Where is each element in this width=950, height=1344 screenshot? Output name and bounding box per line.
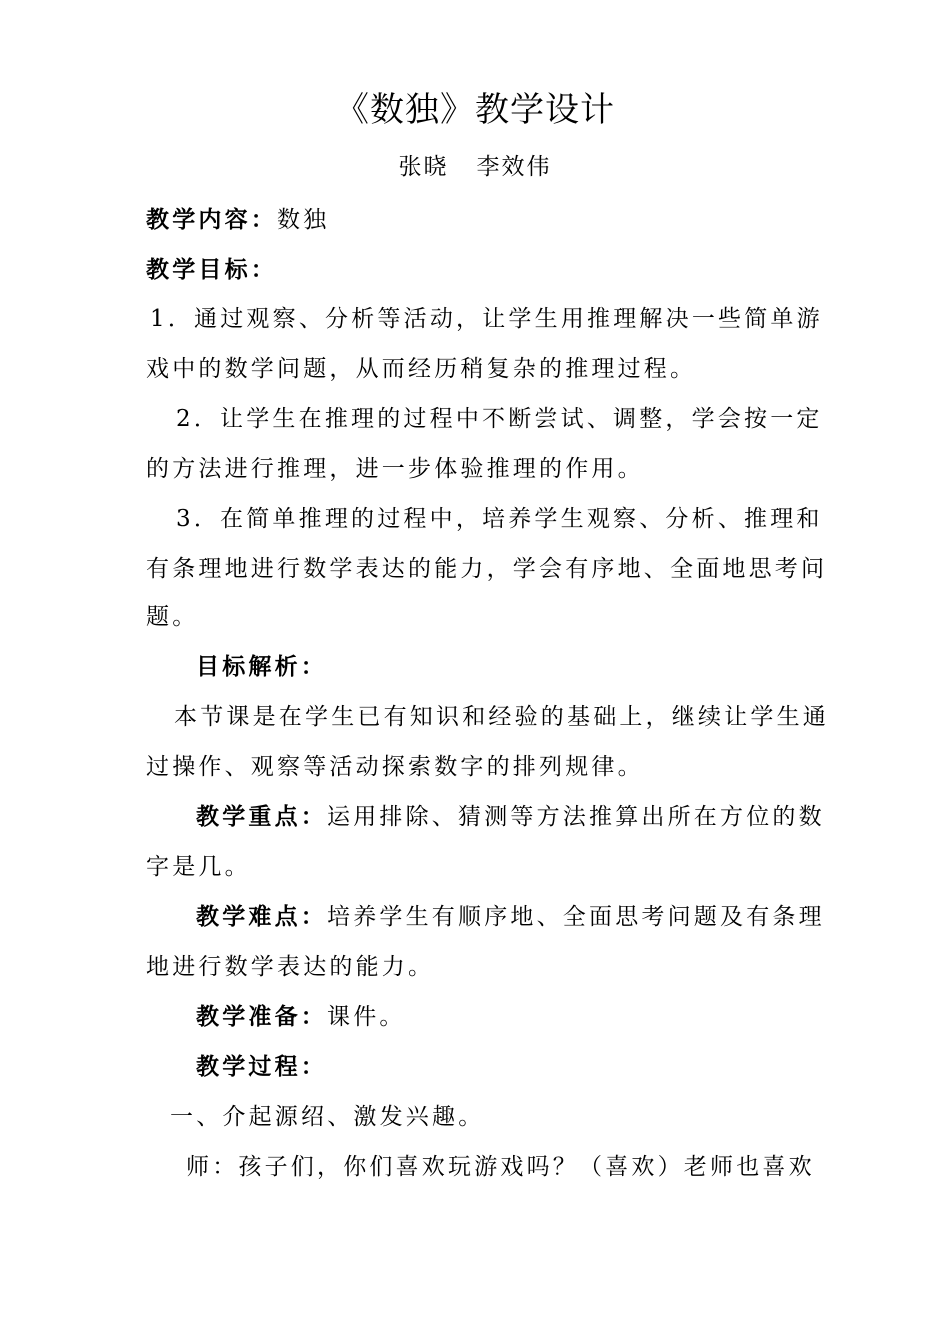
analysis-line-2: 过操作、观察等活动探索数字的排列规律。 [146, 754, 644, 780]
process-section-1: 一、介起源绍、激发兴趣。 [170, 1104, 485, 1130]
document-title: 《数独》教学设计 [335, 90, 615, 130]
teaching-content-label: 教学内容： [146, 206, 277, 233]
difficulties-line-1 [196, 900, 825, 934]
objective-3-line-1: 3．在简单推理的过程中，培养学生观察、分析、推理和 [176, 506, 823, 532]
difficulties-text: 培养学生有顺序地、全面思考问题及有条理 [327, 904, 825, 930]
objective-3-line-3: 题。 [146, 604, 199, 630]
key-points-line-1 [196, 800, 825, 834]
key-points-label: 教学重点： [196, 803, 327, 830]
key-points-line-2: 字是几。 [146, 854, 251, 880]
difficulties-label: 教学难点： [196, 903, 327, 930]
objective-2-line-1: 2．让学生在推理的过程中不断尝试、调整，学会按一定 [176, 406, 823, 432]
preparation-line [196, 1000, 406, 1034]
difficulties-line-2: 地进行数学表达的能力。 [146, 954, 435, 980]
preparation-value: 课件。 [327, 1004, 406, 1030]
analysis-heading: 目标解析： [196, 653, 327, 680]
teaching-content-line [146, 203, 329, 237]
objective-3-line-2: 有条理地进行数学表达的能力，学会有序地、全面地思考问 [146, 556, 828, 582]
analysis-line-1: 本节课是在学生已有知识和经验的基础上，继续让学生通 [174, 704, 829, 730]
process-heading: 教学过程： [196, 1053, 327, 1080]
objective-2-line-2: 的方法进行推理，进一步体验推理的作用。 [146, 456, 644, 482]
preparation-label: 教学准备： [196, 1003, 327, 1030]
key-points-text: 运用排除、猜测等方法推算出所在方位的数 [327, 804, 825, 830]
teaching-content-value: 数独 [277, 207, 330, 233]
author-name: 李效伟 [476, 154, 552, 180]
objective-1-line-1: 1．通过观察、分析等活动，让学生用推理解决一些简单游 [150, 306, 823, 332]
objective-1-line-2: 戏中的数学问题，从而经历稍复杂的推理过程。 [146, 356, 697, 382]
author-name: 张晓 [398, 154, 449, 180]
objectives-heading: 教学目标： [146, 256, 277, 283]
authors-line [0, 150, 950, 184]
teacher-dialogue-line: 师：孩子们，你们喜欢玩游戏吗？（喜欢）老师也喜欢 [186, 1154, 815, 1180]
